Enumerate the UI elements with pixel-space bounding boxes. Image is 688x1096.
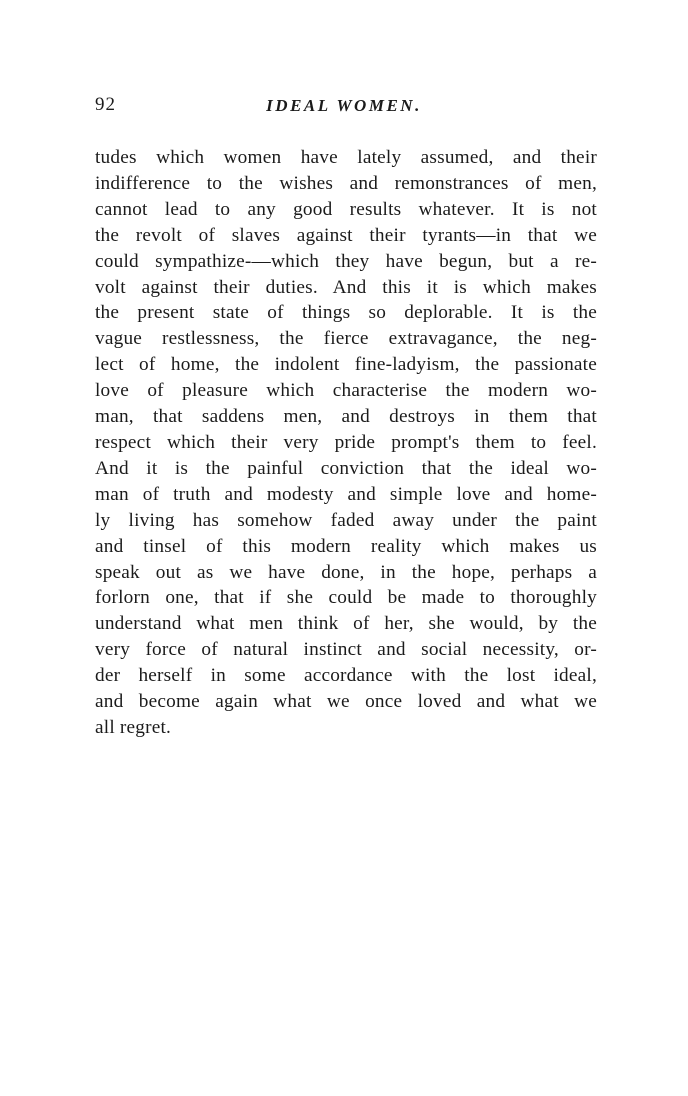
body-line: understand what men think of her, she would, by the xyxy=(95,613,597,635)
body-line: man of truth and modesty and simple love and home- xyxy=(95,483,597,505)
body-line: very force of natural instinct and social necessity, or- xyxy=(95,639,597,661)
body-line: tudes which women have lately assumed, and their xyxy=(95,147,597,168)
page-number: 92 xyxy=(95,94,116,115)
body-line: ly living has somehow faded away under the paint xyxy=(95,509,597,531)
body-line: the present state of things so deplorable. It is the xyxy=(95,302,597,324)
body-line: lect of home, the indolent fine-ladyism, the passionate xyxy=(95,354,597,376)
body-line: all regret. xyxy=(95,716,172,738)
body-line: and tinsel of this modern reality which makes us xyxy=(95,535,597,557)
body-line: man, that saddens men, and destroys in them that xyxy=(95,406,597,428)
body-line: love of pleasure which characterise the modern wo- xyxy=(95,380,597,402)
body-line: could sympathize-—which they have begun, but a re- xyxy=(95,250,597,272)
body-line: speak out as we have done, in the hope, perhaps a xyxy=(95,561,597,583)
body-line: forlorn one, that if she could be made to thoroughly xyxy=(95,587,597,609)
body-line: indifference to the wishes and remonstrances of men, xyxy=(95,172,597,194)
body-line: cannot lead to any good results whatever. It is not xyxy=(95,198,597,220)
body-line: der herself in some accordance with the lost ideal, xyxy=(95,665,597,687)
body-line: and become again what we once loved and what we xyxy=(95,691,597,713)
body-line: vague restlessness, the fierce extravagance, the neg- xyxy=(95,328,597,350)
body-line: respect which their very pride prompt's them to feel. xyxy=(95,431,597,453)
body-paragraph xyxy=(95,145,597,741)
body-line: volt against their duties. And this it is which makes xyxy=(95,276,597,298)
body-line: And it is the painful conviction that the ideal wo- xyxy=(95,457,597,479)
running-header-title: IDEAL WOMEN. xyxy=(266,96,422,115)
body-line: the revolt of slaves against their tyrants—in that we xyxy=(95,224,597,246)
